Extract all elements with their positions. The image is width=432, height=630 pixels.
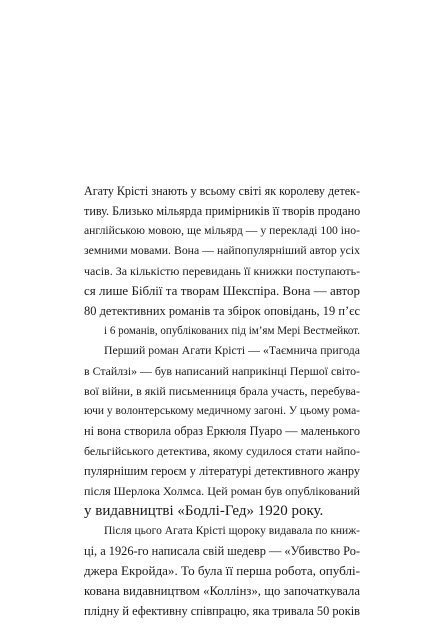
- text-line: в Стайлзі» — був написаний наприкінці Першої світо-: [84, 364, 361, 378]
- text-line: пулярнішим героєм у літературі детективного жанру: [84, 464, 360, 478]
- text-line: земними мовами. Вона — найпопулярніший автор усіх: [84, 244, 360, 257]
- text-line: ся лише Біблії та творам Шекспіра. Вона — автор: [84, 283, 360, 298]
- text-line: тиву. Близько мільярда примірників її творів продано: [84, 204, 361, 218]
- paragraph-1: [84, 181, 360, 341]
- text-line: Перший роман Агати Крісті — «Таємнича пригода: [104, 344, 360, 357]
- text-line: ці, а 1926-го написала свій шедевр — «Убивство Ро-: [84, 544, 361, 558]
- text-line: бельгійського детектива, якому судилося стати найпо-: [84, 444, 360, 458]
- text-line: у видавництві «Бодлі-Гед» 1920 року.: [84, 503, 324, 519]
- body-text: [84, 181, 360, 621]
- text-line: англійською мовою, ще мільярд — у перекладі 100 іно-: [84, 224, 360, 237]
- text-line: вої війни, в якій письменниця брала участь, перебува-: [84, 384, 360, 398]
- paragraph-2: [84, 341, 360, 521]
- text-line: плідну й ефективну співпрацю, яка тривала 50 років: [84, 604, 360, 618]
- text-line: і 6 романів, опублікованих під ім’ям Мері Вестмейкот.: [104, 325, 360, 337]
- text-line: кована видавництвом «Коллінз», що започаткувала: [84, 584, 360, 598]
- text-line: після Шерлока Холмса. Цей роман був опублікований: [84, 484, 360, 498]
- text-line: Після цього Агата Крісті щороку видавала по книж-: [104, 525, 360, 537]
- text-line: ючи у волонтерському медичному загоні. У цьому рома-: [84, 405, 360, 417]
- paragraph-3: [84, 521, 360, 621]
- text-line: 80 детективних романів та збірок оповідань, 19 п’єс: [84, 304, 360, 318]
- text-line: ні вона створила образ Еркюля Пуаро — маленького: [84, 424, 360, 438]
- text-line: джера Екройда». То була її перша робота, опублі-: [84, 563, 360, 578]
- text-line: Агату Крісті знають у всьому світі як королеву детек-: [84, 184, 360, 198]
- text-line: часів. За кількістю перевидань її книжки поступають-: [84, 264, 361, 278]
